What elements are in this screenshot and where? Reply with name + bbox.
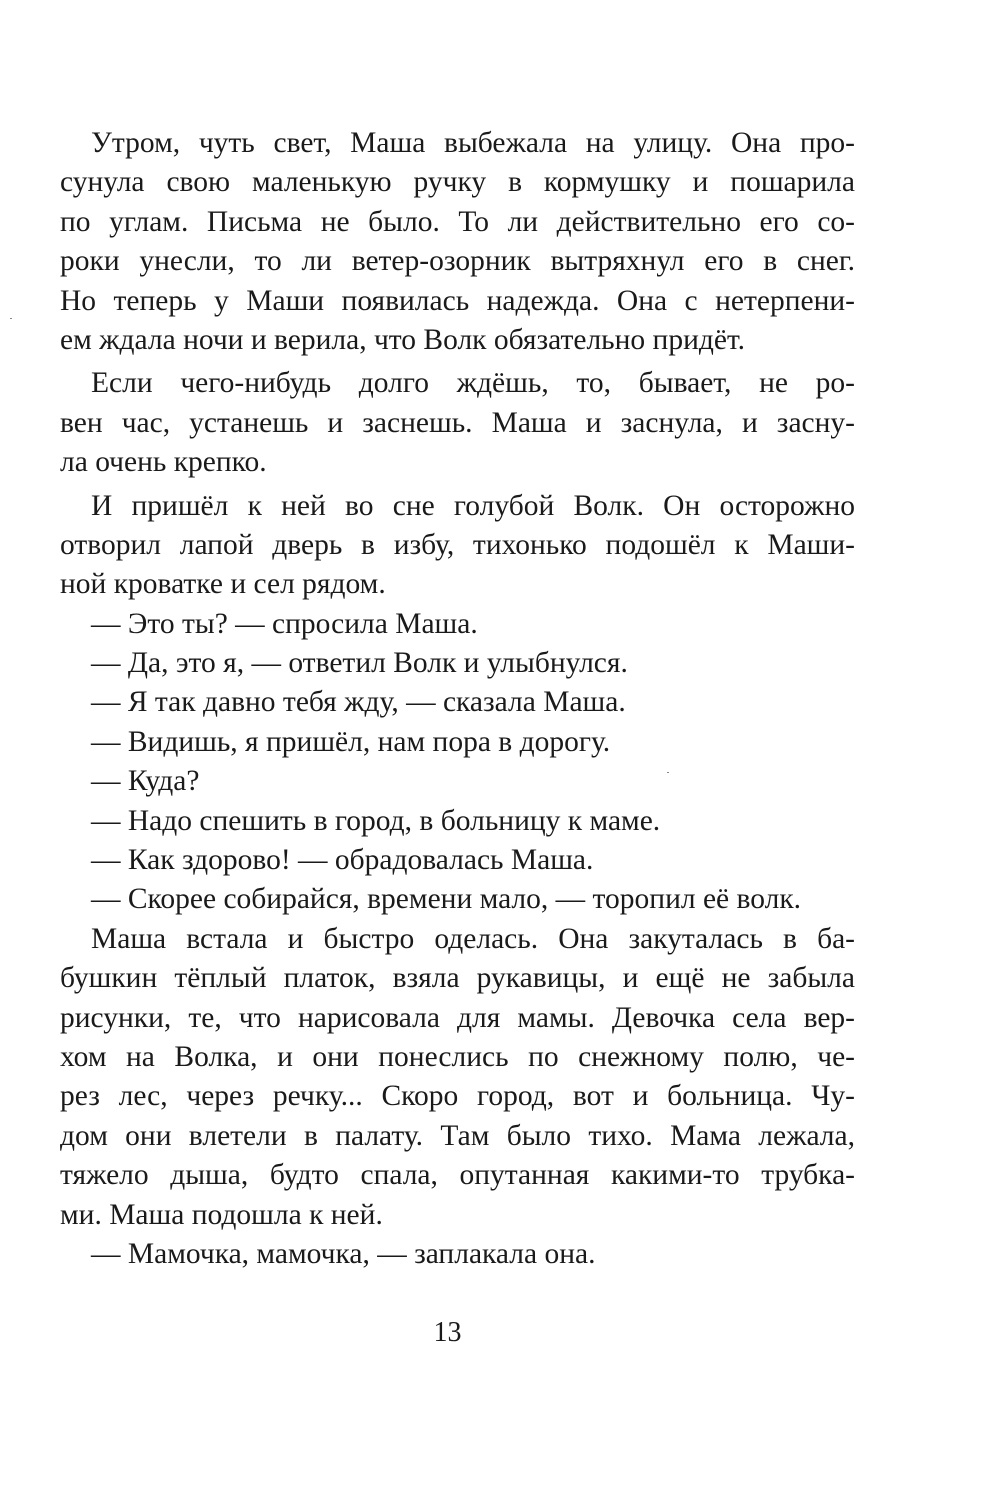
dialogue-line: — Я так давно тебя жду, — сказала Маша. <box>91 686 626 719</box>
text-line: рез лес, через речку... Скоро город, вот и больница. Чу- <box>60 1080 855 1113</box>
dialogue-line: — Надо спешить в город, в больницу к маме. <box>91 804 661 837</box>
text-line: хом на Волка, и они понеслись по снежному полю, че- <box>60 1040 855 1073</box>
text-line: вен час, устанешь и заснешь. Маша и заснула, и засну- <box>60 406 855 439</box>
text-line: отворил лапой дверь в избу, тихонько подошёл к Маши- <box>60 528 855 561</box>
text-line: тяжело дыша, будто спала, опутанная какими-то трубка- <box>60 1159 855 1192</box>
text-line: бушкин тёплый платок, взяла рукавицы, и ещё не забыла <box>60 962 855 995</box>
dialogue-line: — Куда? <box>91 765 200 798</box>
dialogue-line: — Да, это я, — ответил Волк и улыбнулся. <box>91 647 628 680</box>
dialogue-line: — Это ты? — спросила Маша. <box>91 607 478 640</box>
scan-speck <box>667 772 669 773</box>
text-line: Если чего-нибудь долго ждёшь, то, бывает, не ро- <box>91 367 855 400</box>
dialogue-line: — Скорее собирайся, времени мало, — торопил её волк. <box>91 883 802 916</box>
text-line: роки унесли, то ли ветер-озорник вытряхнул его в снег. <box>60 245 855 278</box>
text-line: по углам. Письма не было. То ли действительно его со- <box>60 205 855 238</box>
dialogue-line: — Видишь, я пришёл, нам пора в дорогу. <box>91 725 611 758</box>
dialogue-line: — Как здорово! — обрадовалась Маша. <box>91 844 594 877</box>
text-line: Маша встала и быстро оделась. Она закуталась в ба- <box>91 922 855 955</box>
text-line: Но теперь у Маши появилась надежда. Она с нетерпени- <box>60 284 855 317</box>
text-line: И пришёл к ней во сне голубой Волк. Он осторожно <box>91 489 855 522</box>
text-line: сунула свою маленькую ручку в кормушку и пошарила <box>60 166 855 199</box>
text-line: дом они влетели в палату. Там было тихо. Мама лежала, <box>60 1119 855 1152</box>
text-line: ми. Маша подошла к ней. <box>60 1198 383 1231</box>
scan-speck <box>10 318 12 319</box>
text-line: Утром, чуть свет, Маша выбежала на улицу. Она про- <box>91 127 855 159</box>
dialogue-line: — Мамочка, мамочка, — заплакала она. <box>91 1237 596 1270</box>
text-line: ной кроватке и сел рядом. <box>60 568 386 601</box>
text-line: ем ждала ночи и верила, что Волк обязательно придёт. <box>60 323 746 356</box>
page-number: 13 <box>433 1317 462 1348</box>
text-line: ла очень крепко. <box>60 446 267 479</box>
text-line: рисунки, те, что нарисовала для мамы. Девочка села вер- <box>60 1001 855 1034</box>
body-text <box>60 124 855 1274</box>
